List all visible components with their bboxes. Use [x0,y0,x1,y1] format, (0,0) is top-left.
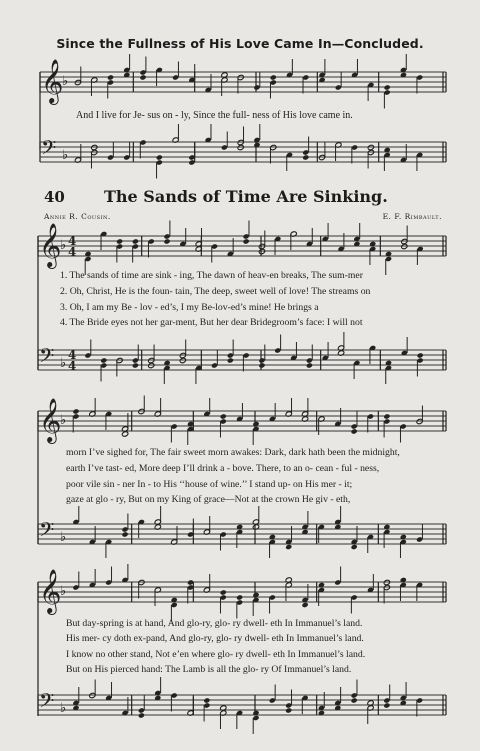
flat-icon: ♭ [60,701,67,716]
verse-4-line-2: gaze at glo - ry, But on my King of grace—Not at the crown He giv - eth, [66,494,351,505]
note-head [236,594,243,600]
note-head [122,531,129,537]
note-head [285,707,292,713]
note-head [417,352,424,358]
bass-clef-icon: 𝄢 [39,689,55,717]
note-head [220,413,227,419]
flat-icon: ♭ [60,238,67,253]
flat-icon: ♭ [60,413,67,428]
note-head [384,84,391,90]
note-head [100,357,107,363]
verse-4-line-1: 4. The Bride eyes not her gar-ment, But her dear Bridegroom’s face: I will not [60,317,363,328]
flat-icon: ♭ [60,584,67,599]
flat-icon: ♭ [60,530,67,545]
note-head [351,697,358,703]
treble-clef-icon: 𝄞 [39,223,62,267]
note-head [270,74,277,80]
verse-4-line-3: But on His pierced hand: The Lamb is all the glo- ry Of Immanuel’s land. [66,664,352,675]
verse-1-line-3: But day-spring is at hand, And glo-ry, glo- ry dwell- eth In Immanuel’s land. [66,618,363,629]
note-head [132,362,139,368]
note-head [306,362,313,368]
continued-hymn-title: Since the Fullness of His Love Came In—Concluded. [56,36,424,51]
note-head [116,238,123,244]
note-head [107,74,114,80]
note-head [140,74,147,80]
hymn-author: Annie R. Cousin. [44,212,111,221]
previous-hymn-lyric: And I live for Je- sus on - ly, Since the full- ness of His love came in. [76,110,353,121]
verse-3-line-2: poor vile sin - ner In - to His ‘‘house of wine.’’ I stand up- on His mer - it; [66,479,353,490]
note-head [401,243,408,249]
verse-1-line-2: morn I’ve sighed for, The fair sweet morn awakes: Dark, dark hath been the midnight, [66,447,400,458]
note-head [138,712,145,718]
note-head [383,413,390,419]
hymn-composer: E. F. Rimbault. [382,212,442,221]
verse-3-line-3: I know no other stand, Not e’en where glo- ry dwell- eth In Immanuel’s land. [66,649,366,660]
bass-clef-icon: 𝄢 [39,344,55,372]
verse-2-line-2: earth I’ve tast- ed, More deep I’ll drink a - bove. There, to an o- cean - ful - ness, [66,463,380,474]
verse-2-line-1: 2. Oh, Christ, He is the foun- tain, The deep, sweet well of love! The streams on [60,286,371,297]
note-head [72,408,79,414]
note-head [237,144,244,150]
note-head [132,238,139,244]
hymn-number: 40 [44,188,65,206]
treble-clef-icon: 𝄞 [39,569,62,613]
flat-icon: ♭ [62,74,69,89]
note-head [285,544,292,550]
time-signature-icon: 4 [68,234,77,248]
verse-1-line-1: 1. The sands of time are sink - ing, The dawn of heav-en breaks, The sum-mer [60,270,363,281]
note-head [156,154,163,160]
verse-2-line-3: His mer- cy doth ex-pand, And glo-ry, glo- ry dwell- eth In Immanuel’s land. [66,633,364,644]
note-head [258,362,265,368]
note-head [302,602,309,608]
note-head [302,154,309,160]
treble-clef-icon: 𝄞 [39,398,62,442]
note-head [164,238,171,244]
note-head [122,431,129,437]
time-signature-icon: 4 [68,245,77,259]
note-head [258,248,265,254]
bass-clef-icon: 𝄢 [41,136,57,164]
note-head [220,589,227,595]
treble-clef-icon: 𝄞 [41,59,64,103]
hymn-title: The Sands of Time Are Sinking. [104,187,388,206]
note-head [148,362,155,368]
note-head [179,357,186,363]
flat-icon: ♭ [60,356,67,371]
flat-icon: ♭ [62,148,69,163]
note-head [383,702,390,708]
bass-clef-icon: 𝄢 [39,518,55,546]
time-signature-icon: 4 [68,348,77,362]
time-signature-icon: 4 [68,359,77,373]
note-head [351,428,358,434]
note-head [203,697,210,703]
note-head [227,357,234,363]
note-head [243,238,250,244]
verse-3-line-1: 3. Oh, I am my Be - lov - ed’s, I my Be-lov-ed’s mine! He brings a [60,302,319,313]
note-head [351,544,358,550]
